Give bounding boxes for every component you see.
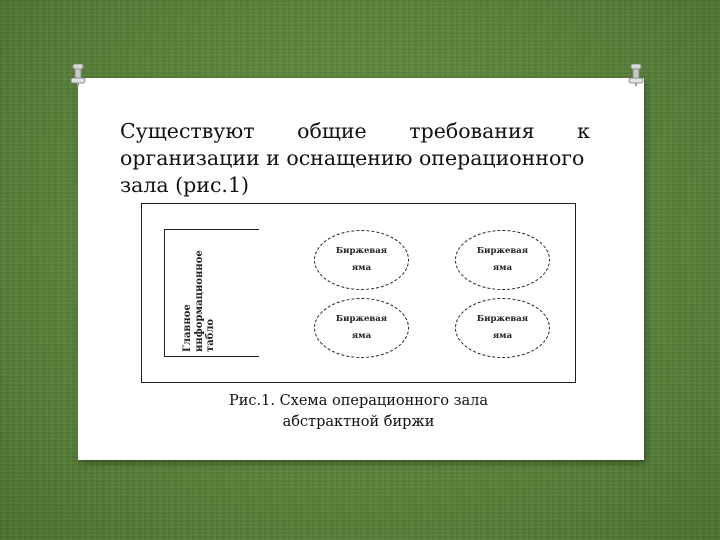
board-label-line: информационное — [193, 250, 205, 352]
heading-word: к — [577, 119, 590, 143]
heading-line-1 — [120, 118, 590, 145]
pit-label: яма — [492, 263, 513, 273]
trading-pit — [455, 298, 550, 358]
heading-line-2: организации и оснащению операционного — [120, 146, 585, 170]
caption-line: абстрактной биржи — [282, 414, 435, 430]
trading-pit — [314, 298, 409, 358]
pit-label: Биржевая — [476, 314, 529, 324]
heading-word: общие — [297, 119, 367, 143]
pit-label: Биржевая — [476, 246, 529, 256]
board-label — [182, 232, 217, 352]
heading-word: Существуют — [120, 119, 255, 143]
pit-label: Биржевая — [335, 314, 388, 324]
heading-line-3: зала (рис.1) — [120, 173, 249, 197]
heading-word: требования — [409, 119, 535, 143]
trading-pit — [314, 230, 409, 290]
slide-heading — [120, 118, 590, 199]
trading-pit — [455, 230, 550, 290]
figure-caption — [141, 391, 576, 433]
pit-label: яма — [351, 331, 372, 341]
board-label-line: табло — [205, 318, 216, 352]
pushpin-icon — [628, 64, 644, 86]
pit-label: яма — [492, 331, 513, 341]
board-label-line: Главное — [182, 304, 193, 352]
caption-line: Рис.1. Схема операционного зала — [228, 393, 488, 409]
pushpin-icon — [70, 64, 86, 86]
pit-label: яма — [351, 263, 372, 273]
pit-label: Биржевая — [335, 246, 388, 256]
